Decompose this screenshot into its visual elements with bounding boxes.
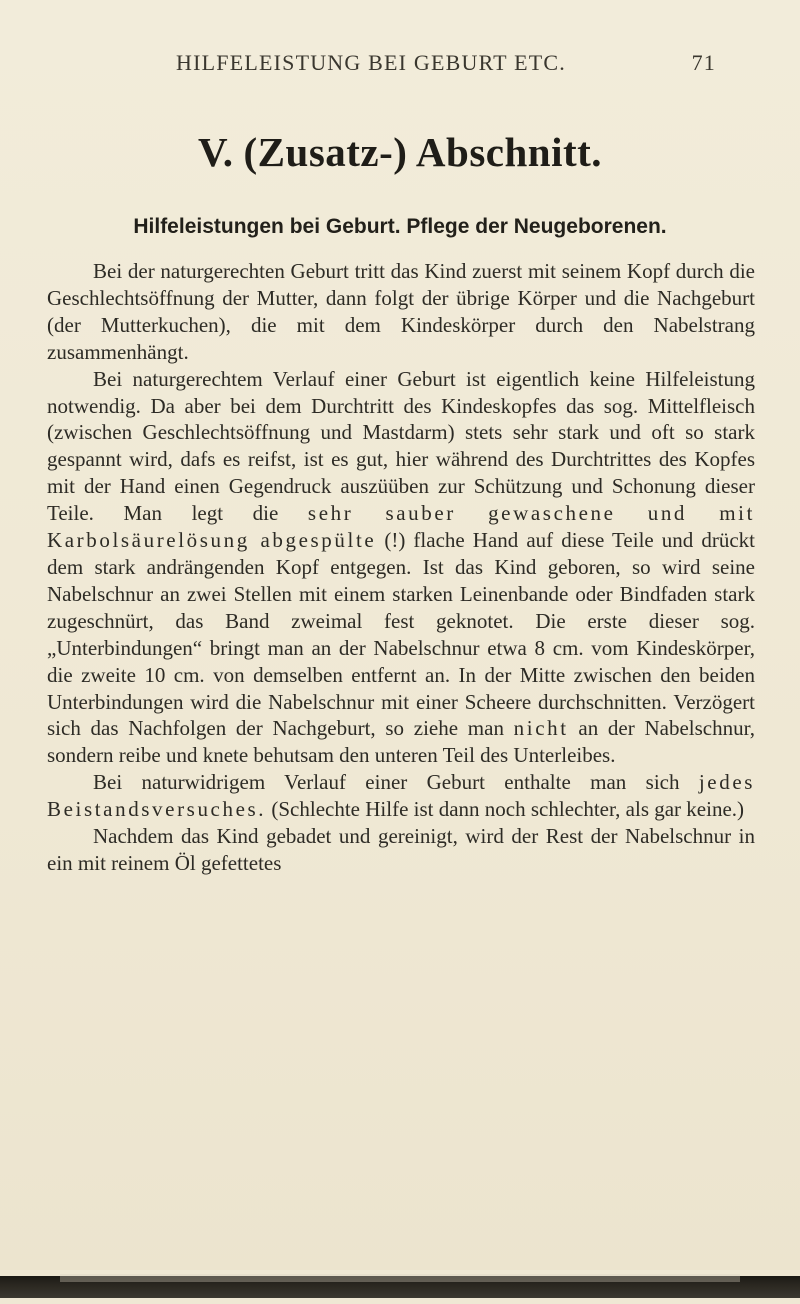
emphasized-text: jedes Beistandsversuches. [47,770,756,822]
body-text [47,258,755,877]
paragraph-1: Bei der naturgerechten Geburt tritt das Kind zuerst mit seinem Kopf durch die Geschlechtsöffnung der Mutter, dann folgt der übrige Körper und die Nachgeburt (der Mutterkuchen), die mit dem Kindeskörper durch den Nabelstrang zusammenhängt. [47,259,755,364]
running-title: HILFELEISTUNG BEI GEBURT ETC. [176,50,566,75]
page-number: 71 [691,50,716,75]
paragraph-2-part-b: (!) flache Hand auf diese Teile und drückt dem stark andrängenden Kopf entgegen. Ist das Kind geboren, so wird seine Nabelschnur an zwei Stellen mit einem starken Leinenbande oder Bindfaden stark zugeschnürt, das Band zweimal fest geknotet. Die erste dieser sog. „Unterbindungen“ bringt man an der Nabelschnur etwa 8 cm. vom Kindeskörper, die zweite 10 cm. von demselben entfernt an. In der Mitte zwischen den beiden Unterbindungen wird die Nabelschnur mit einer Scheere durchschnitten. Verzögert sich das Nachfolgen der Nachgeburt, so ziehe man [47,528,756,741]
paragraph-3 [47,769,755,823]
scan-edge-band [0,1270,800,1304]
section-number: V. [197,129,234,175]
paragraph-2 [47,366,755,770]
emphasized-nicht: nicht [513,716,569,741]
running-header [176,50,716,80]
section-subtitle: Hilfeleistungen bei Geburt. Pflege der Neugeborenen. [133,215,667,238]
emphasized-text: sehr sauber gewaschene und mit Karbolsäurelösung abgespülte [47,501,756,553]
paragraph-3-part-a: Bei naturwidrigem Verlauf einer Geburt enthalte man sich [93,770,680,795]
section-heading [0,128,800,176]
paragraph-4: Nachdem das Kind gebadet und gereinigt, wird der Rest der Nabelschnur in ein mit reinem Öl gefettetes [47,824,755,875]
paragraph-2-part-a: Bei naturgerechtem Verlauf einer Geburt ist eigentlich keine Hilfeleistung notwendig. Da aber bei dem Durchtritt des Kindeskopfes das sog. Mittelfleisch (zwischen Geschlechtsöffnung und Mastdarm) stets sehr stark und oft so stark gespannt wird, dafs es reifst, ist es gut, hier während des Durchtrittes des Kopfes mit der Hand einen Gegendruck auszüüben zur Schützung und Schonung dieser Teile. Man legt die [47,366,755,526]
paragraph-3-part-b: (Schlechte Hilfe ist dann noch schlechter, als gar keine.) [271,797,745,822]
section-title: (Zusatz-) Abschnitt. [243,129,603,175]
paragraph-2-part-c: an der Nabelschnur, sondern reibe und knete behutsam den unteren Teil des Unterleibes. [47,716,755,768]
scan-edge-highlight [60,1274,740,1282]
